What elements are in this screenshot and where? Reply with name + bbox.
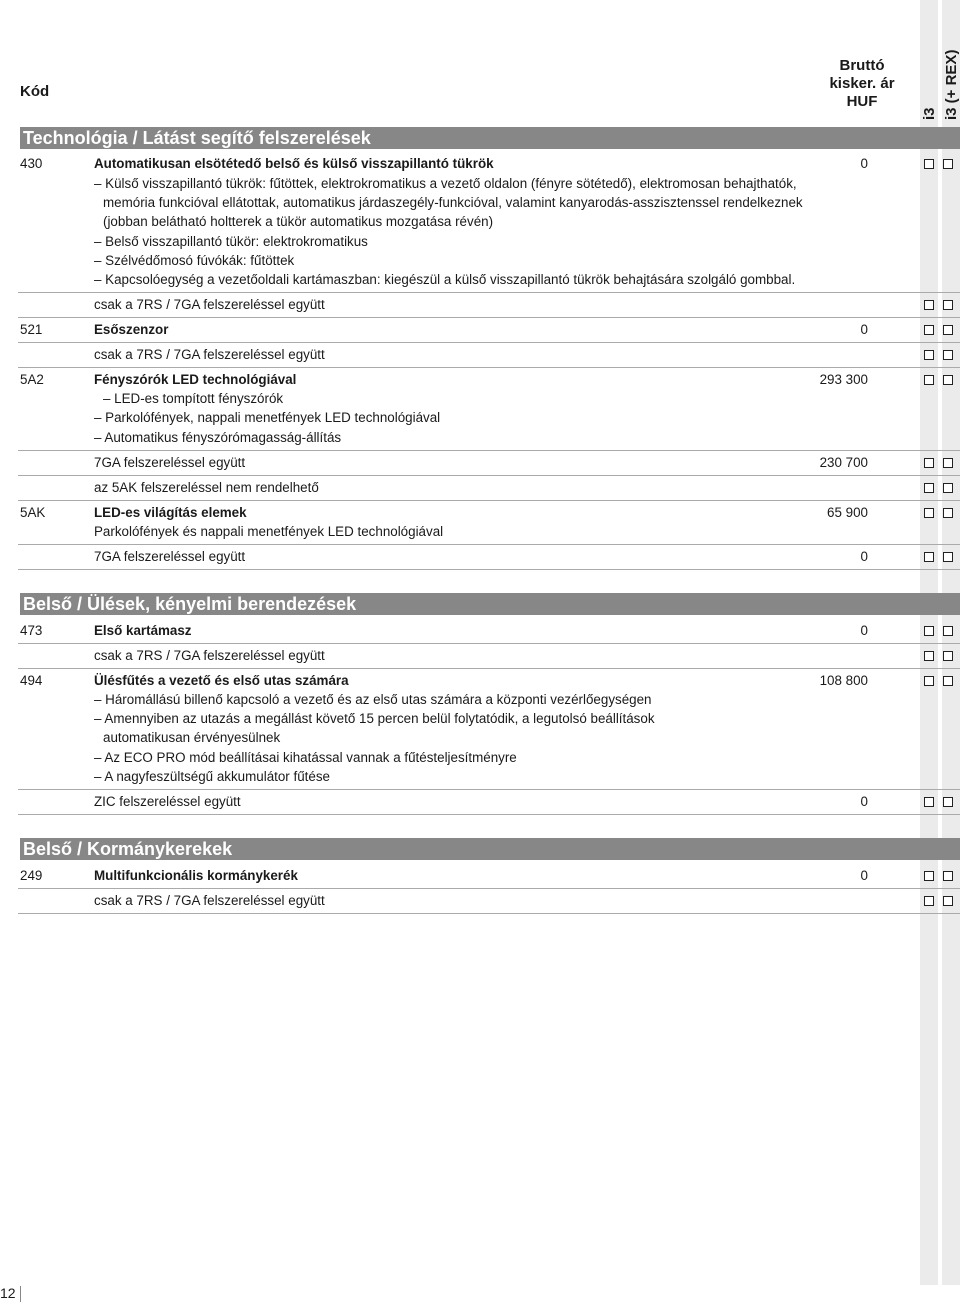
row-sub: 7GA felszereléssel együtt	[94, 549, 246, 564]
section-title: Belső / Kormánykerekek	[23, 839, 233, 859]
checkbox-i3	[924, 797, 934, 807]
row-sub: ZIC felszereléssel együtt	[94, 794, 241, 809]
row-desc: – Külső visszapillantó tükrök: fűtöttek, elektrokromatikus a vezető oldalon (fényre sötétedő), elektromosan behajthatók,	[94, 176, 797, 191]
row-title: Multifunkcionális kormánykerék	[94, 868, 298, 883]
row-desc: automatikusan érvényesülnek	[103, 730, 281, 745]
row-desc: – Az ECO PRO mód beállításai kihatással vannak a fűtésteljesítményre	[94, 750, 517, 765]
section-title: Technológia / Látást segítő felszerelések	[23, 128, 371, 148]
row-price: 65 900	[827, 505, 868, 520]
row-sub: 7GA felszereléssel együtt	[94, 455, 246, 470]
header-price-line1: Bruttó	[839, 57, 885, 74]
header-col-i3: i3	[921, 107, 938, 120]
checkbox-i3-rex	[943, 871, 953, 881]
row-code: 473	[20, 623, 43, 638]
checkbox-i3	[924, 508, 934, 518]
checkbox-i3-rex	[943, 676, 953, 686]
row-title: Ülésfűtés a vezető és első utas számára	[94, 673, 349, 688]
checkbox-i3	[924, 483, 934, 493]
row-desc: (jobban belátható holtterek a tükör automatikus mozgatása révén)	[103, 214, 494, 229]
divider	[18, 367, 960, 368]
row-price: 0	[860, 868, 868, 883]
checkbox-i3	[924, 350, 934, 360]
checkbox-i3	[924, 375, 934, 385]
section-title: Belső / Ülések, kényelmi berendezések	[23, 594, 357, 614]
section-header-seats	[20, 593, 960, 615]
section-header-tech	[20, 127, 960, 149]
row-desc: – Háromállású billenő kapcsoló a vezető és az első utas számára a központi vezérlőegységen	[94, 692, 652, 707]
row-title: Első kartámasz	[94, 623, 192, 638]
header-price	[812, 57, 912, 111]
divider	[18, 814, 960, 815]
header-price-line3: HUF	[846, 93, 878, 110]
row-desc: – LED-es tompított fényszórók	[103, 391, 284, 406]
checkbox-i3	[924, 626, 934, 636]
row-sub: az 5AK felszereléssel nem rendelhető	[94, 480, 319, 495]
row-price: 0	[860, 156, 868, 171]
row-price: 293 300	[819, 372, 868, 387]
row-code: 430	[20, 156, 43, 171]
header-code: Kód	[20, 83, 50, 100]
checkbox-i3-rex	[943, 325, 953, 335]
row-code: 521	[20, 322, 43, 337]
row-desc: – Parkolófények, nappali menetfények LED technológiával	[94, 410, 441, 425]
row-price: 0	[860, 322, 868, 337]
divider	[18, 569, 960, 570]
row-desc: – Automatikus fényszórómagasság-állítás	[94, 430, 342, 445]
divider	[18, 342, 960, 343]
row-title: Fényszórók LED technológiával	[94, 372, 297, 387]
divider	[18, 888, 960, 889]
divider	[18, 668, 960, 669]
row-sub: csak a 7RS / 7GA felszereléssel együtt	[94, 347, 325, 362]
checkbox-i3	[924, 871, 934, 881]
checkbox-i3	[924, 458, 934, 468]
row-sub: csak a 7RS / 7GA felszereléssel együtt	[94, 297, 325, 312]
row-code: 5A2	[20, 372, 44, 387]
row-desc: – Belső visszapillantó tükör: elektrokromatikus	[94, 234, 368, 249]
row-title: Esőszenzor	[94, 322, 169, 337]
footer-separator	[20, 1286, 21, 1302]
checkbox-i3-rex	[943, 651, 953, 661]
row-price: 108 800	[819, 673, 868, 688]
checkbox-i3	[924, 325, 934, 335]
row-code: 494	[20, 673, 43, 688]
divider	[18, 292, 960, 293]
row-code: 5AK	[20, 505, 46, 520]
checkbox-i3	[924, 159, 934, 169]
divider	[18, 544, 960, 545]
row-desc: Parkolófények és nappali menetfények LED technológiával	[94, 524, 444, 539]
checkbox-i3-rex	[943, 896, 953, 906]
divider	[18, 643, 960, 644]
checkbox-i3-rex	[943, 626, 953, 636]
divider	[18, 475, 960, 476]
row-sub-price: 0	[860, 794, 868, 809]
divider	[18, 789, 960, 790]
checkbox-i3-rex	[943, 375, 953, 385]
header-col-i3-rex: i3 (+ REX)	[943, 49, 960, 120]
row-sub: csak a 7RS / 7GA felszereléssel együtt	[94, 893, 325, 908]
checkbox-i3	[924, 300, 934, 310]
row-sub-price: 230 700	[819, 455, 868, 470]
divider	[18, 450, 960, 451]
row-title: Automatikusan elsötétedő belső és külső visszapillantó tükrök	[94, 156, 494, 171]
row-sub-price: 0	[860, 549, 868, 564]
page-number: 12	[0, 1285, 16, 1301]
divider	[18, 500, 960, 501]
row-desc: – Szélvédőmosó fúvókák: fűtöttek	[94, 253, 295, 268]
checkbox-i3-rex	[943, 797, 953, 807]
row-code: 249	[20, 868, 43, 883]
row-sub: csak a 7RS / 7GA felszereléssel együtt	[94, 648, 325, 663]
checkbox-i3	[924, 651, 934, 661]
checkbox-i3	[924, 676, 934, 686]
checkbox-i3-rex	[943, 159, 953, 169]
checkbox-i3-rex	[943, 508, 953, 518]
divider	[18, 913, 960, 914]
row-price: 0	[860, 623, 868, 638]
row-title: LED-es világítás elemek	[94, 505, 247, 520]
checkbox-i3-rex	[943, 483, 953, 493]
row-desc: – Amennyiben az utazás a megállást követő 15 percen belül folytatódik, a legutolsó beállítások	[94, 711, 655, 726]
section-header-wheels	[20, 838, 960, 860]
row-desc: – Kapcsolóegység a vezetőoldali kartámaszban: kiegészül a külső visszapillantó tükrök behajtására szolgáló gombbal.	[94, 272, 796, 287]
checkbox-i3-rex	[943, 300, 953, 310]
header-price-line2: kisker. ár	[829, 75, 895, 92]
checkbox-i3	[924, 896, 934, 906]
checkbox-i3-rex	[943, 350, 953, 360]
row-desc: memória funkcióval ellátottak, automatikus járdaszegély-funkcióval, valamint kanyarodás-asszisztenssel rendelkeznek	[103, 195, 803, 210]
checkbox-i3	[924, 552, 934, 562]
divider	[18, 317, 960, 318]
checkbox-i3-rex	[943, 552, 953, 562]
row-desc: – A nagyfeszültségű akkumulátor fűtése	[94, 769, 330, 784]
checkbox-i3-rex	[943, 458, 953, 468]
